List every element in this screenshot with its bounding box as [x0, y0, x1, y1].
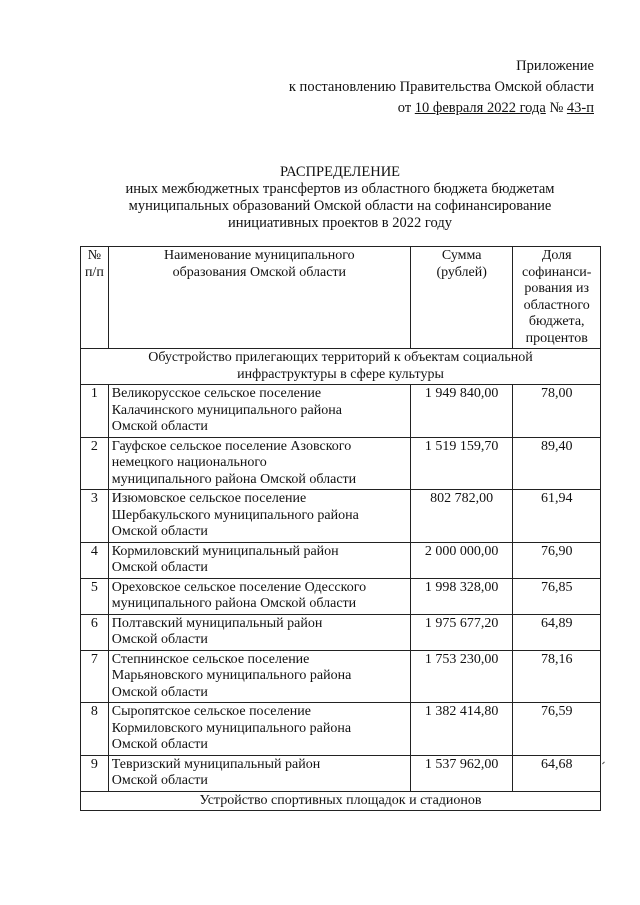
row-sum: 1 949 840,00 — [410, 385, 513, 438]
appendix-label: Приложение — [516, 58, 594, 74]
row-number: 6 — [81, 614, 109, 650]
table-row — [81, 703, 601, 756]
title-line-2: муниципальных образований Омской области на софинансирование — [128, 198, 552, 214]
row-share: 76,59 — [513, 703, 601, 756]
row-municipality: Кормиловский муниципальный район Омской области — [108, 542, 410, 578]
row-number: 8 — [81, 703, 109, 756]
header-share: Доля софинанси- рования из областного бюджета, процентов — [513, 247, 601, 349]
row-sum: 1 753 230,00 — [410, 650, 513, 703]
row-sum: 1 998 328,00 — [410, 578, 513, 614]
row-sum: 2 000 000,00 — [410, 542, 513, 578]
row-share: 89,40 — [513, 437, 601, 490]
number-prefix: № — [545, 100, 567, 116]
row-sum: 1 975 677,20 — [410, 614, 513, 650]
row-share: 61,94 — [513, 490, 601, 543]
section-row-culture — [81, 349, 601, 385]
row-share: 78,00 — [513, 385, 601, 438]
row-share: 76,90 — [513, 542, 601, 578]
row-share: 76,85 — [513, 578, 601, 614]
row-municipality: Изюмовское сельское поселение Шербакульского муниципального района Омской области — [108, 490, 410, 543]
table-row — [81, 385, 601, 438]
date-prefix: от — [397, 100, 415, 116]
stray-mark — [602, 762, 607, 767]
row-municipality: Тевризский муниципальный район Омской области — [108, 755, 410, 791]
row-sum: 1 382 414,80 — [410, 703, 513, 756]
row-number: 4 — [81, 542, 109, 578]
row-number: 5 — [81, 578, 109, 614]
row-municipality: Великорусское сельское поселение Калачинского муниципального района Омской области — [108, 385, 410, 438]
appendix-header — [289, 56, 594, 119]
title-line-3: инициативных проектов в 2022 году — [228, 215, 452, 231]
row-municipality: Степнинское сельское поселение Марьяновского муниципального района Омской области — [108, 650, 410, 703]
row-number: 2 — [81, 437, 109, 490]
row-municipality: Гауфское сельское поселение Азовского немецкого национального муниципального района Омской области — [108, 437, 410, 490]
header-number: № п/п — [81, 247, 109, 349]
table-row — [81, 650, 601, 703]
table-row — [81, 542, 601, 578]
table-row — [81, 437, 601, 490]
table-row — [81, 755, 601, 791]
table-row — [81, 490, 601, 543]
row-number: 1 — [81, 385, 109, 438]
resolution-number: 43-п — [566, 100, 594, 116]
section-row-sports — [81, 791, 601, 811]
row-municipality: Ореховское сельское поселение Одесского муниципального района Омской области — [108, 578, 410, 614]
row-sum: 1 519 159,70 — [410, 437, 513, 490]
title-heading: РАСПРЕДЕЛЕНИЕ — [279, 164, 401, 180]
row-share: 64,68 — [513, 755, 601, 791]
row-municipality: Полтавский муниципальный район Омской области — [108, 614, 410, 650]
title-line-1: иных межбюджетных трансфертов из областного бюджета бюджетам — [125, 181, 555, 197]
resolution-date-line — [289, 98, 594, 119]
row-number: 3 — [81, 490, 109, 543]
row-sum: 1 537 962,00 — [410, 755, 513, 791]
table-row — [81, 614, 601, 650]
row-share: 78,16 — [513, 650, 601, 703]
distribution-table — [80, 246, 601, 811]
section-sports-title: Устройство спортивных площадок и стадионов — [81, 791, 601, 811]
header-sum: Сумма (рублей) — [410, 247, 513, 349]
table-header-row — [81, 247, 601, 349]
row-sum: 802 782,00 — [410, 490, 513, 543]
table-row — [81, 578, 601, 614]
row-municipality: Сыропятское сельское поселение Кормиловского муниципального района Омской области — [108, 703, 410, 756]
row-share: 64,89 — [513, 614, 601, 650]
resolution-reference: к постановлению Правительства Омской области — [288, 79, 594, 95]
row-number: 9 — [81, 755, 109, 791]
resolution-date: 10 февраля 2022 года — [414, 100, 546, 116]
header-name: Наименование муниципального образования Омской области — [108, 247, 410, 349]
row-number: 7 — [81, 650, 109, 703]
document-title — [80, 164, 600, 232]
section-culture-title: Обустройство прилегающих территорий к объектам социальной инфраструктуры в сфере культуры — [81, 349, 601, 385]
